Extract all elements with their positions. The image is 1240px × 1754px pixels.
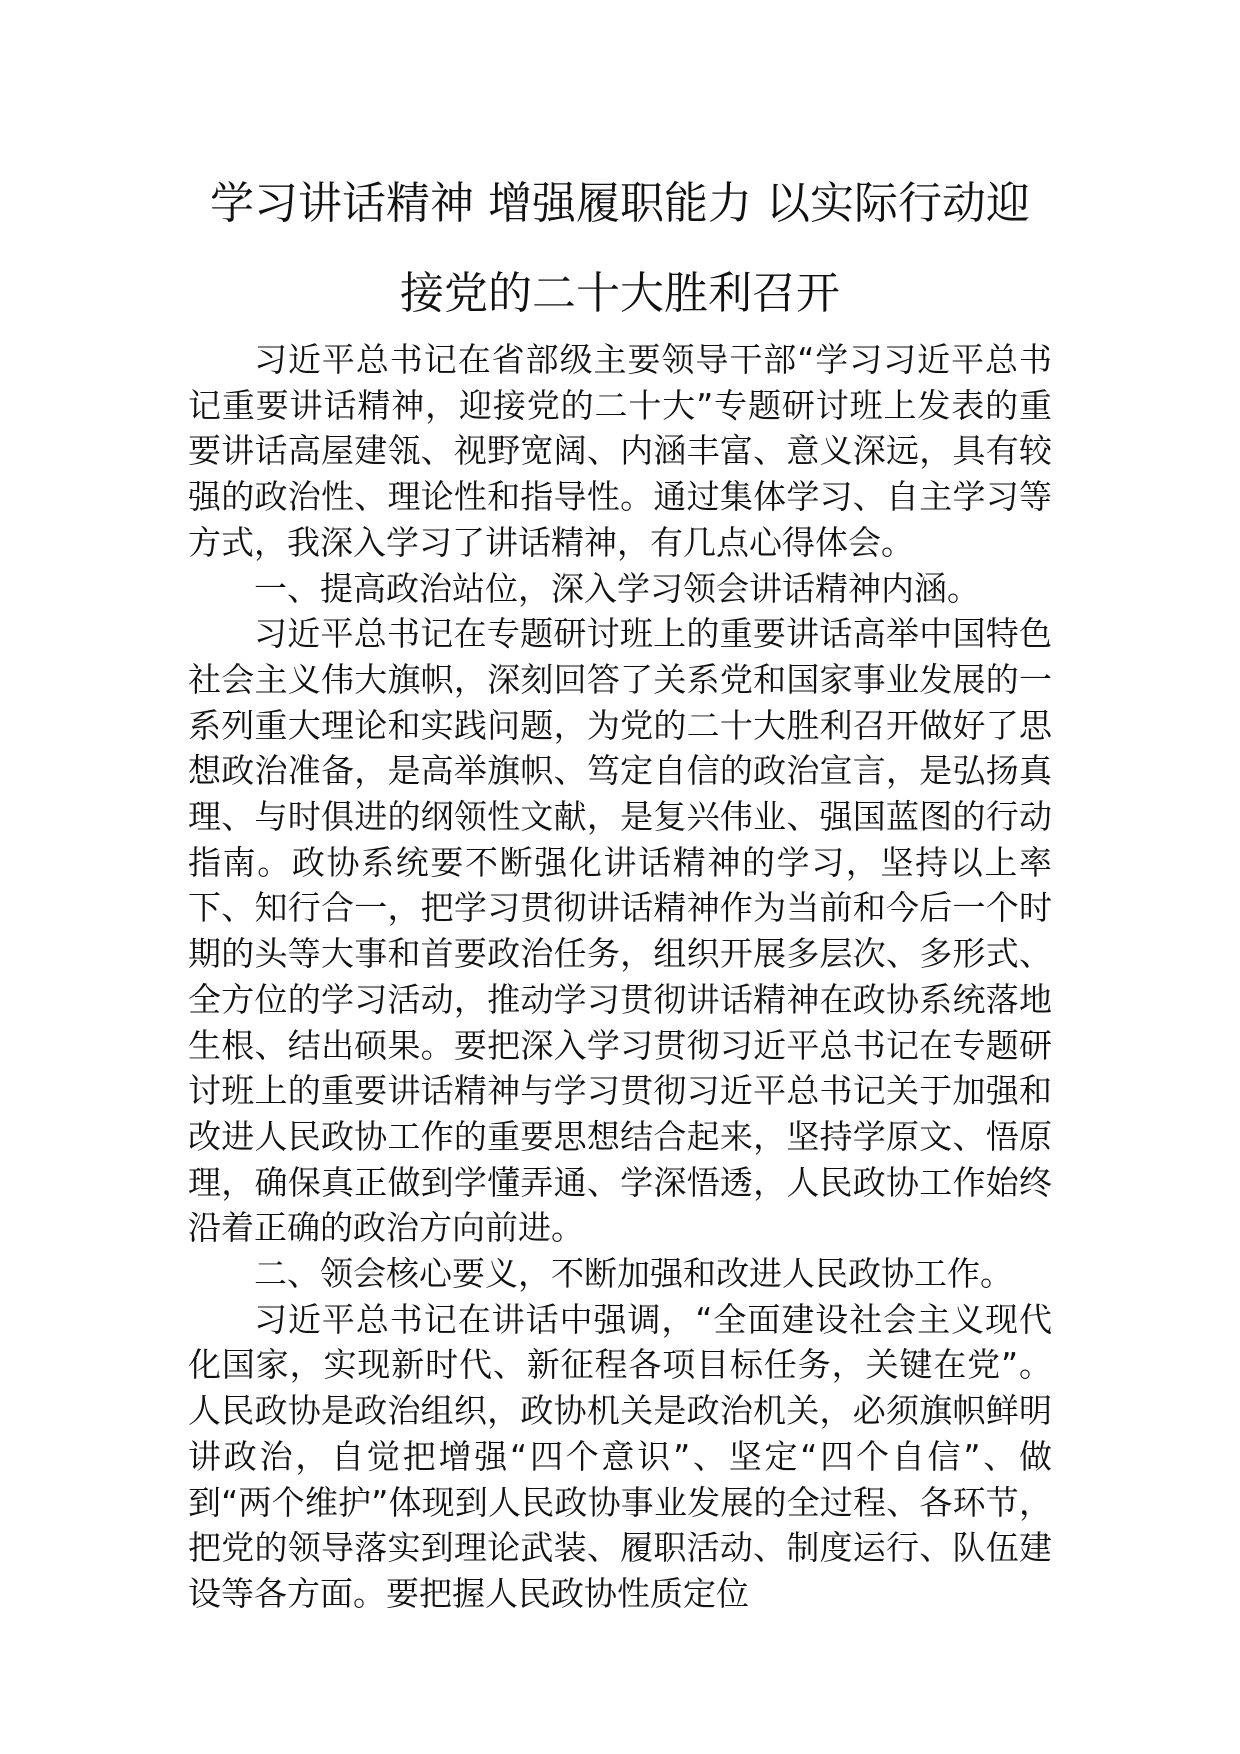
- body-paragraph: 习近平总书记在省部级主要领导干部“学习习近平总书记重要讲话精神，迎接党的二十大”专题研讨班上发表的重要讲话高屋建瓴、视野宽阔、内涵丰富、意义深远，具有较强的政治性、理论性和指导性。通过集体学习、自主学习等方式，我深入学习了讲话精神，有几点心得体会。: [188, 340, 1052, 562]
- body-paragraph: 习近平总书记在讲话中强调，“全面建设社会主义现代化国家，实现新时代、新征程各项目标任务，关键在党”。人民政协是政治组织，政协机关是政治机关，必须旗帜鲜明讲政治，自觉把增强“四个意识”、坚定“四个自信”、做到“两个维护”体现到人民政协事业发展的全过程、各环节，把党的领导落实到理论武装、履职活动、制度运行、队伍建设等各方面。要把握人民政协性质定位: [188, 1299, 1052, 1613]
- document-page: [188, 0, 1052, 1754]
- section-heading-2: 二、领会核心要义，不断加强和改进人民政协工作。: [254, 1254, 1013, 1294]
- document-title-line-2: 接党的二十大胜利召开: [400, 268, 840, 319]
- section-heading-1: 一、提高政治站位，深入学习领会讲话精神内涵。: [254, 568, 980, 608]
- document-body: [188, 337, 1052, 1617]
- body-paragraph: 习近平总书记在专题研讨班上的重要讲话高举中国特色社会主义伟大旗帜，深刻回答了关系党和国家事业发展的一系列重大理论和实践问题，为党的二十大胜利召开做好了思想政治准备，是高举旗帜、笃定自信的政治宣言，是弘扬真理、与时俱进的纲领性文献，是复兴伟业、强国蓝图的行动指南。政协系统要不断强化讲话精神的学习，坚持以上率下、知行合一，把学习贯彻讲话精神作为当前和今后一个时期的头等大事和首要政治任务，组织开展多层次、多形式、全方位的学习活动，推动学习贯彻讲话精神在政协系统落地生根、结出硕果。要把深入学习贯彻习近平总书记在专题研讨班上的重要讲话精神与学习贯彻习近平总书记关于加强和改进人民政协工作的重要思想结合起来，坚持学原文、悟原理，确保真正做到学懂弄通、学深悟透，人民政协工作始终沿着正确的政治方向前进。: [188, 614, 1052, 1248]
- document-title-line-1: 学习讲话精神 增强履职能力 以实际行动迎: [210, 178, 1030, 229]
